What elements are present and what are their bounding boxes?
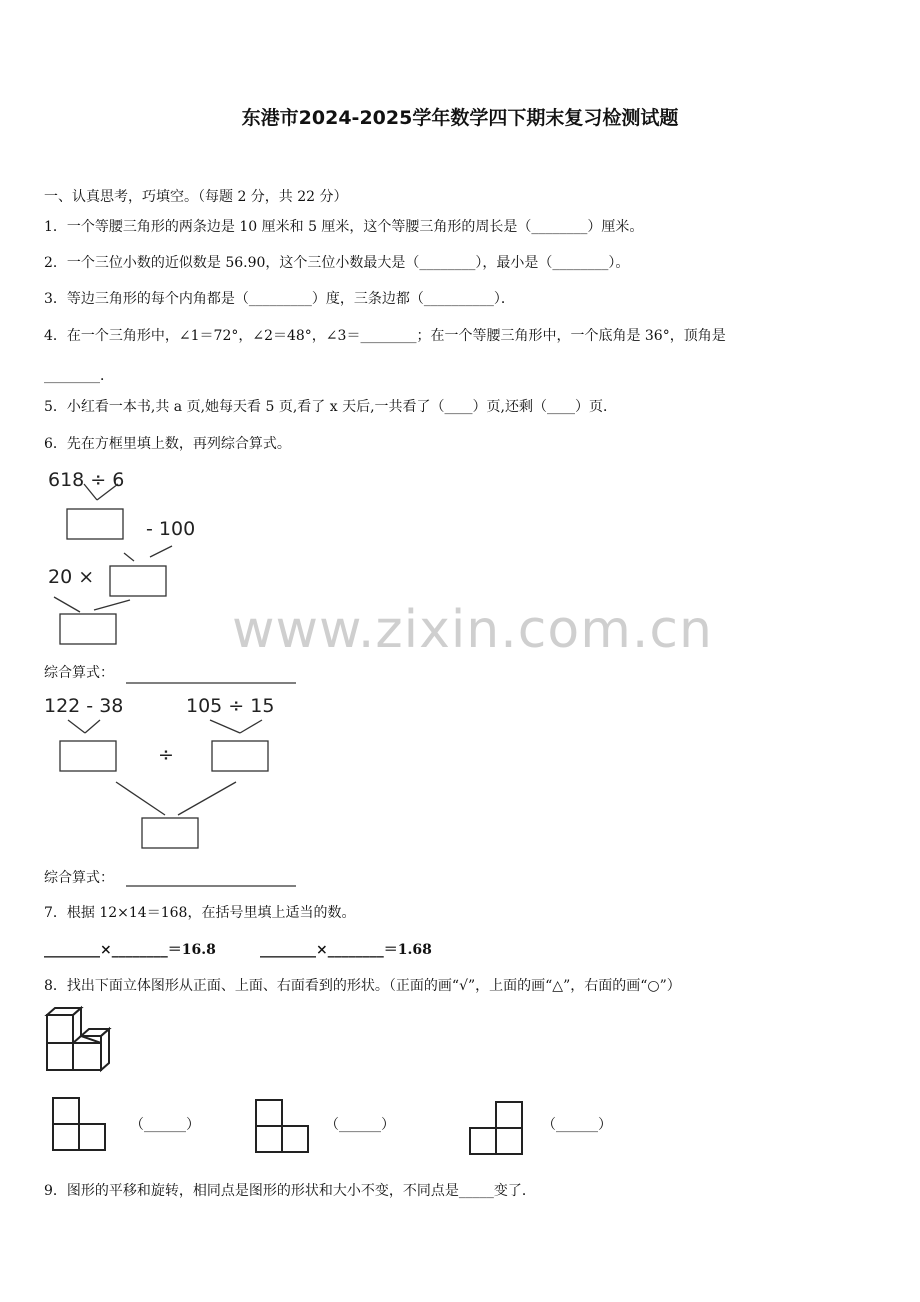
section-heading: 一、认真思考，巧填空。（每题 2 分，共 22 分） [44,189,348,205]
question-4: 4．在一个三角形中，∠1＝72°，∠2＝48°，∠3＝________；在一个等腰三角形中，一个底角是 36°，顶角是 [44,328,726,344]
page-title: 东港市2024-2025学年数学四下期末复习检测试题 [241,107,679,129]
question-7: 7．根据 12×14＝168，在括号里填上适当的数。 [44,905,356,921]
view-shape-1 [53,1098,105,1150]
watermark: www.zixin.com.cn [232,600,713,660]
branch-line [97,484,118,500]
question-8: 8．找出下面立体图形从正面、上面、右面看到的形状。（正面的画“√”，上面的画“△”，右面的画“○”） [44,978,681,994]
branch-line [85,720,100,733]
answer-blank-3[interactable]: （______） [542,1117,612,1133]
question-6: 6．先在方框里填上数，再列综合算式。 [44,436,291,452]
question-1: 1．一个等腰三角形的两条边是 10 厘米和 5 厘米，这个等腰三角形的周长是（________）厘米。 [44,219,644,235]
formula-label: 综合算式： [44,665,114,681]
branch-line [68,720,85,733]
answer-box[interactable] [212,741,268,771]
question-4-continued: ________． [44,368,114,384]
diagram1-times-expression: 20 × [48,566,95,588]
view-shape-3 [470,1102,522,1154]
question-7-equation-1: ________×________＝16.8 [44,942,216,958]
branch-line [178,782,236,815]
view-shape-2 [256,1100,308,1152]
answer-box[interactable] [60,741,116,771]
branch-line [84,484,97,500]
branch-line [124,553,134,561]
answer-box[interactable] [110,566,166,596]
formula-label: 综合算式： [44,870,114,886]
diagram2-left-expression: 122 - 38 [44,695,124,717]
answer-box[interactable] [142,818,198,848]
answer-blank-2[interactable]: （______） [325,1117,395,1133]
branch-line [54,597,80,612]
branch-line [150,546,172,557]
diagram1-top-expression: 618 ÷ 6 [48,469,125,491]
diagram2-right-expression: 105 ÷ 15 [186,695,275,717]
answer-box[interactable] [60,614,116,644]
answer-box[interactable] [67,509,123,539]
diagram2-divide-sign: ÷ [158,744,174,766]
answer-blank-1[interactable]: （______） [130,1117,200,1133]
branch-line [240,720,262,733]
question-5: 5．小红看一本书,共 a 页,她每天看 5 页,看了 x 天后,一共看了（____）页,还剩（____）页． [44,399,618,415]
question-9: 9．图形的平移和旋转，相同点是图形的形状和大小不变，不同点是_____变了． [44,1183,536,1199]
diagram1-minus-expression: - 100 [146,518,196,540]
cube-solid-figure [47,1008,109,1070]
branch-line [94,600,130,610]
question-2: 2．一个三位小数的近似数是 56.90，这个三位小数最大是（________），最小是（________）。 [44,255,630,271]
question-3: 3．等边三角形的每个内角都是（_________）度，三条边都（__________）． [44,291,515,307]
branch-line [116,782,165,815]
branch-line [210,720,240,733]
question-7-equation-2: ________×________＝1.68 [260,942,432,958]
